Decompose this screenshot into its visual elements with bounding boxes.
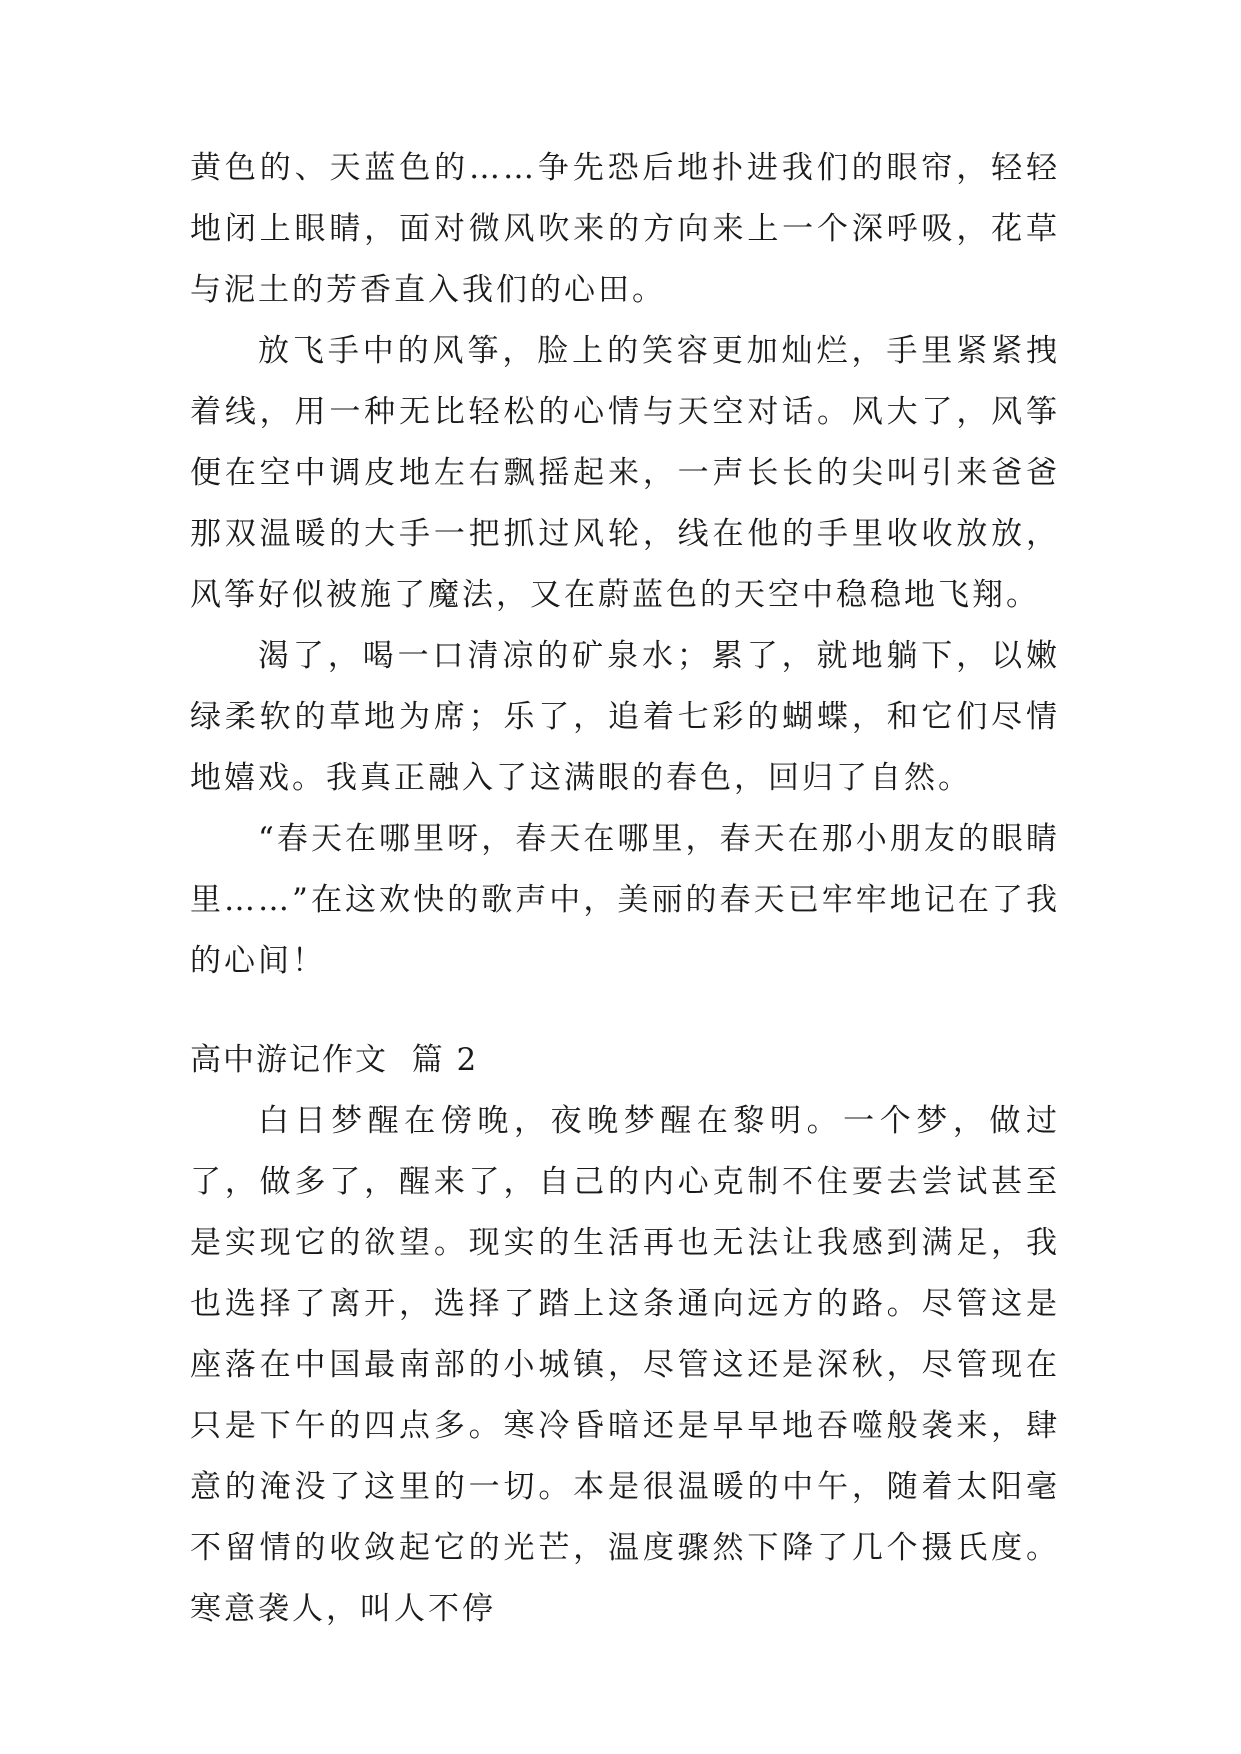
paragraph-3: 渴了，喝一口清凉的矿泉水；累了，就地躺下，以嫩绿柔软的草地为席；乐了，追着七彩的蝴蝶，和它们尽情地嬉戏。我真正融入了这满眼的春色，回归了自然。 <box>190 638 1060 796</box>
paragraph-2: 放飞手中的风筝，脸上的笑容更加灿烂，手里紧紧拽着线，用一种无比轻松的心情与天空对话。风大了，风筝便在空中调皮地左右飘摇起来，一声长长的尖叫引来爸爸那双温暖的大手一把抓过风轮，线在他的手里收收放放，风筝好似被施了魔法，又在蔚蓝色的天空中稳稳地飞翔。 <box>190 333 1060 613</box>
section-1-body <box>190 138 1060 992</box>
section-2-body <box>190 1091 1060 1640</box>
paragraph-5: 白日梦醒在傍晚，夜晚梦醒在黎明。一个梦，做过了，做多了，醒来了，自己的内心克制不住要去尝试甚至是实现它的欲望。现实的生活再也无法让我感到满足，我也选择了离开，选择了踏上这条通向远方的路。尽管这是座落在中国最南部的小城镇，尽管这还是深秋，尽管现在只是下午的四点多。寒冷昏暗还是早早地吞噬般袭来，肆意的淹没了这里的一切。本是很温暖的中午，随着太阳毫不留情的收敛起它的光芒，温度骤然下降了几个摄氏度。寒意袭人，叫人不停 <box>190 1103 1060 1627</box>
paragraph-1: 黄色的、天蓝色的……争先恐后地扑进我们的眼帘，轻轻地闭上眼睛，面对微风吹来的方向来上一个深呼吸，花草与泥土的芳香直入我们的心田。 <box>190 150 1060 308</box>
section-2-heading: 高中游记作文 篇 2 <box>190 1042 479 1078</box>
paragraph-4: “春天在哪里呀，春天在哪里，春天在那小朋友的眼睛里……”在这欢快的歌声中，美丽的春天已牢牢地记在了我的心间！ <box>190 821 1060 979</box>
